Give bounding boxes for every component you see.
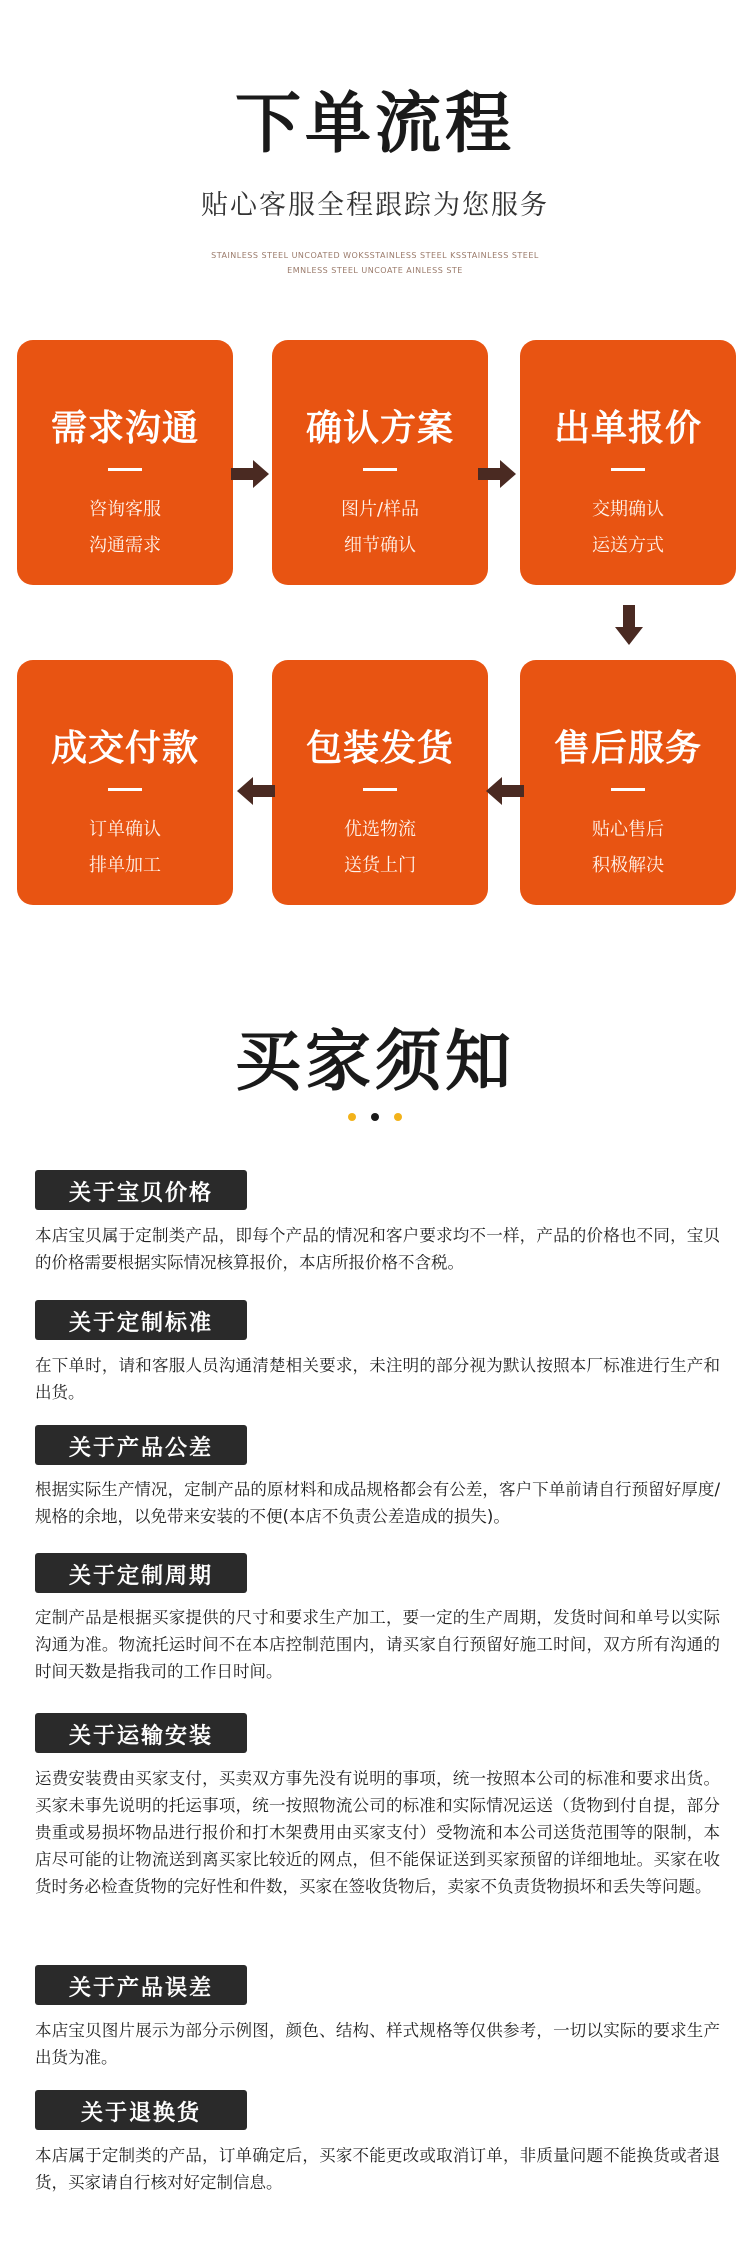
page-subtitle: 贴心客服全程跟踪为您服务: [201, 190, 549, 221]
section-text: 本店宝贝图片展示为部分示例图，颜色、结构、样式规格等仅供参考，一切以实际的要求生产出货为准。: [35, 2021, 720, 2067]
dot-icon: [371, 1113, 379, 1121]
section-text: 运费安装费由买家支付，买卖双方事先没有说明的事项，统一按照本公司的标准和要求出货。买家未事先说明的托运事项，统一按照物流公司的标准和实际情况运送（货物到付自提，部分贵重或易损坏物品进行报价和打木架费用由买家支付）受物流和本公司送货范围等的限制，本店尽可能的让物流送到离买家比较近的网点，但不能保证送到买家预留的详细地址。买家在收货时务必检查货物的完好性和件数，买家在签收货物后，卖家不负责货物损坏和丢失等问题。: [35, 1769, 720, 1896]
english-decoration: [0, 248, 750, 278]
dot-icon: [348, 1113, 356, 1121]
process-step-title: 包装发货: [305, 728, 454, 769]
section-heading: [35, 1170, 247, 1210]
arrow-right-icon: [478, 458, 518, 490]
process-step-detail: 订单确认: [89, 819, 161, 840]
section-text: 本店属于定制类的产品，订单确定后，买家不能更改或取消订单，非质量问题不能换货或者退货，买家请自行核对好定制信息。: [35, 2146, 720, 2192]
section-heading-label: 关于产品误差: [68, 1976, 213, 2001]
divider: [108, 468, 142, 471]
section-text: 本店宝贝属于定制类产品，即每个产品的情况和客户要求均不一样，产品的价格也不同，宝贝的价格需要根据实际情况核算报价，本店所报价格不含税。: [35, 1226, 720, 1272]
process-step-detail: 沟通需求: [89, 535, 161, 556]
decorative-dots: [0, 1113, 750, 1123]
section-heading: [35, 1300, 247, 1340]
divider: [108, 788, 142, 791]
section-heading-label: 关于定制周期: [68, 1564, 213, 1589]
english-line-2: EMNLESS STEEL UNCOATE AINLESS STE: [287, 266, 463, 275]
section-heading: [35, 1965, 247, 2005]
page-title: 下单流程: [235, 85, 515, 162]
process-step-detail: 排单加工: [89, 855, 161, 876]
process-step-card: [17, 660, 233, 905]
divider: [611, 788, 645, 791]
section-text: 根据实际生产情况，定制产品的原材料和成品规格都会有公差，客户下单前请自行预留好厚度/规格的余地，以免带来安装的不便(本店不负责公差造成的损失)。: [35, 1480, 720, 1526]
process-step-card: [17, 340, 233, 585]
divider: [611, 468, 645, 471]
section-heading-label: 关于产品公差: [68, 1436, 213, 1461]
arrow-down-icon: [613, 605, 645, 647]
process-step-detail: 贴心售后: [592, 819, 664, 840]
section-text: 定制产品是根据买家提供的尺寸和要求生产加工，要一定的生产周期，发货时间和单号以实际沟通为准。物流托运时间不在本店控制范围内，请买家自行预留好施工时间，双方所有沟通的时间天数是指我司的工作日时间。: [35, 1608, 720, 1681]
process-step-detail: 图片/样品: [340, 499, 420, 520]
dot-icon: [394, 1113, 402, 1121]
arrow-left-icon: [237, 775, 277, 807]
process-step-title: 成交付款: [50, 728, 199, 769]
arrow-right-icon: [231, 458, 271, 490]
process-step-card: [272, 660, 488, 905]
section-heading-label: 关于宝贝价格: [68, 1181, 213, 1206]
process-step-title: 需求沟通: [50, 408, 199, 449]
divider: [363, 788, 397, 791]
section-heading: [35, 1553, 247, 1593]
section-heading: [35, 1713, 247, 1753]
divider: [363, 468, 397, 471]
section-text: 在下单时，请和客服人员沟通清楚相关要求，未注明的部分视为默认按照本厂标准进行生产和出货。: [35, 1356, 720, 1402]
process-step-title: 确认方案: [305, 408, 454, 449]
english-line-1: STAINLESS STEEL UNCOATED WOKSSTAINLESS STEEL KSSTAINLESS STEEL: [211, 251, 539, 260]
section-heading-label: 关于退换货: [80, 2101, 201, 2126]
notice-title: 买家须知: [235, 1023, 515, 1100]
process-step-detail: 运送方式: [592, 535, 664, 556]
section-heading: [35, 2090, 247, 2130]
process-step-detail: 积极解决: [592, 855, 664, 876]
section-heading-label: 关于运输安装: [68, 1724, 213, 1749]
section-heading: [35, 1425, 247, 1465]
process-step-detail: 咨询客服: [89, 499, 161, 520]
process-step-detail: 细节确认: [344, 535, 416, 556]
process-step-card: [272, 340, 488, 585]
process-step-card: [520, 340, 736, 585]
process-step-detail: 送货上门: [344, 855, 416, 876]
process-step-detail: 优选物流: [344, 819, 416, 840]
process-step-title: 售后服务: [553, 728, 702, 769]
arrow-left-icon: [486, 775, 526, 807]
section-heading-label: 关于定制标准: [68, 1311, 213, 1336]
process-step-detail: 交期确认: [592, 499, 664, 520]
process-step-card: [520, 660, 736, 905]
process-step-title: 出单报价: [553, 408, 702, 449]
